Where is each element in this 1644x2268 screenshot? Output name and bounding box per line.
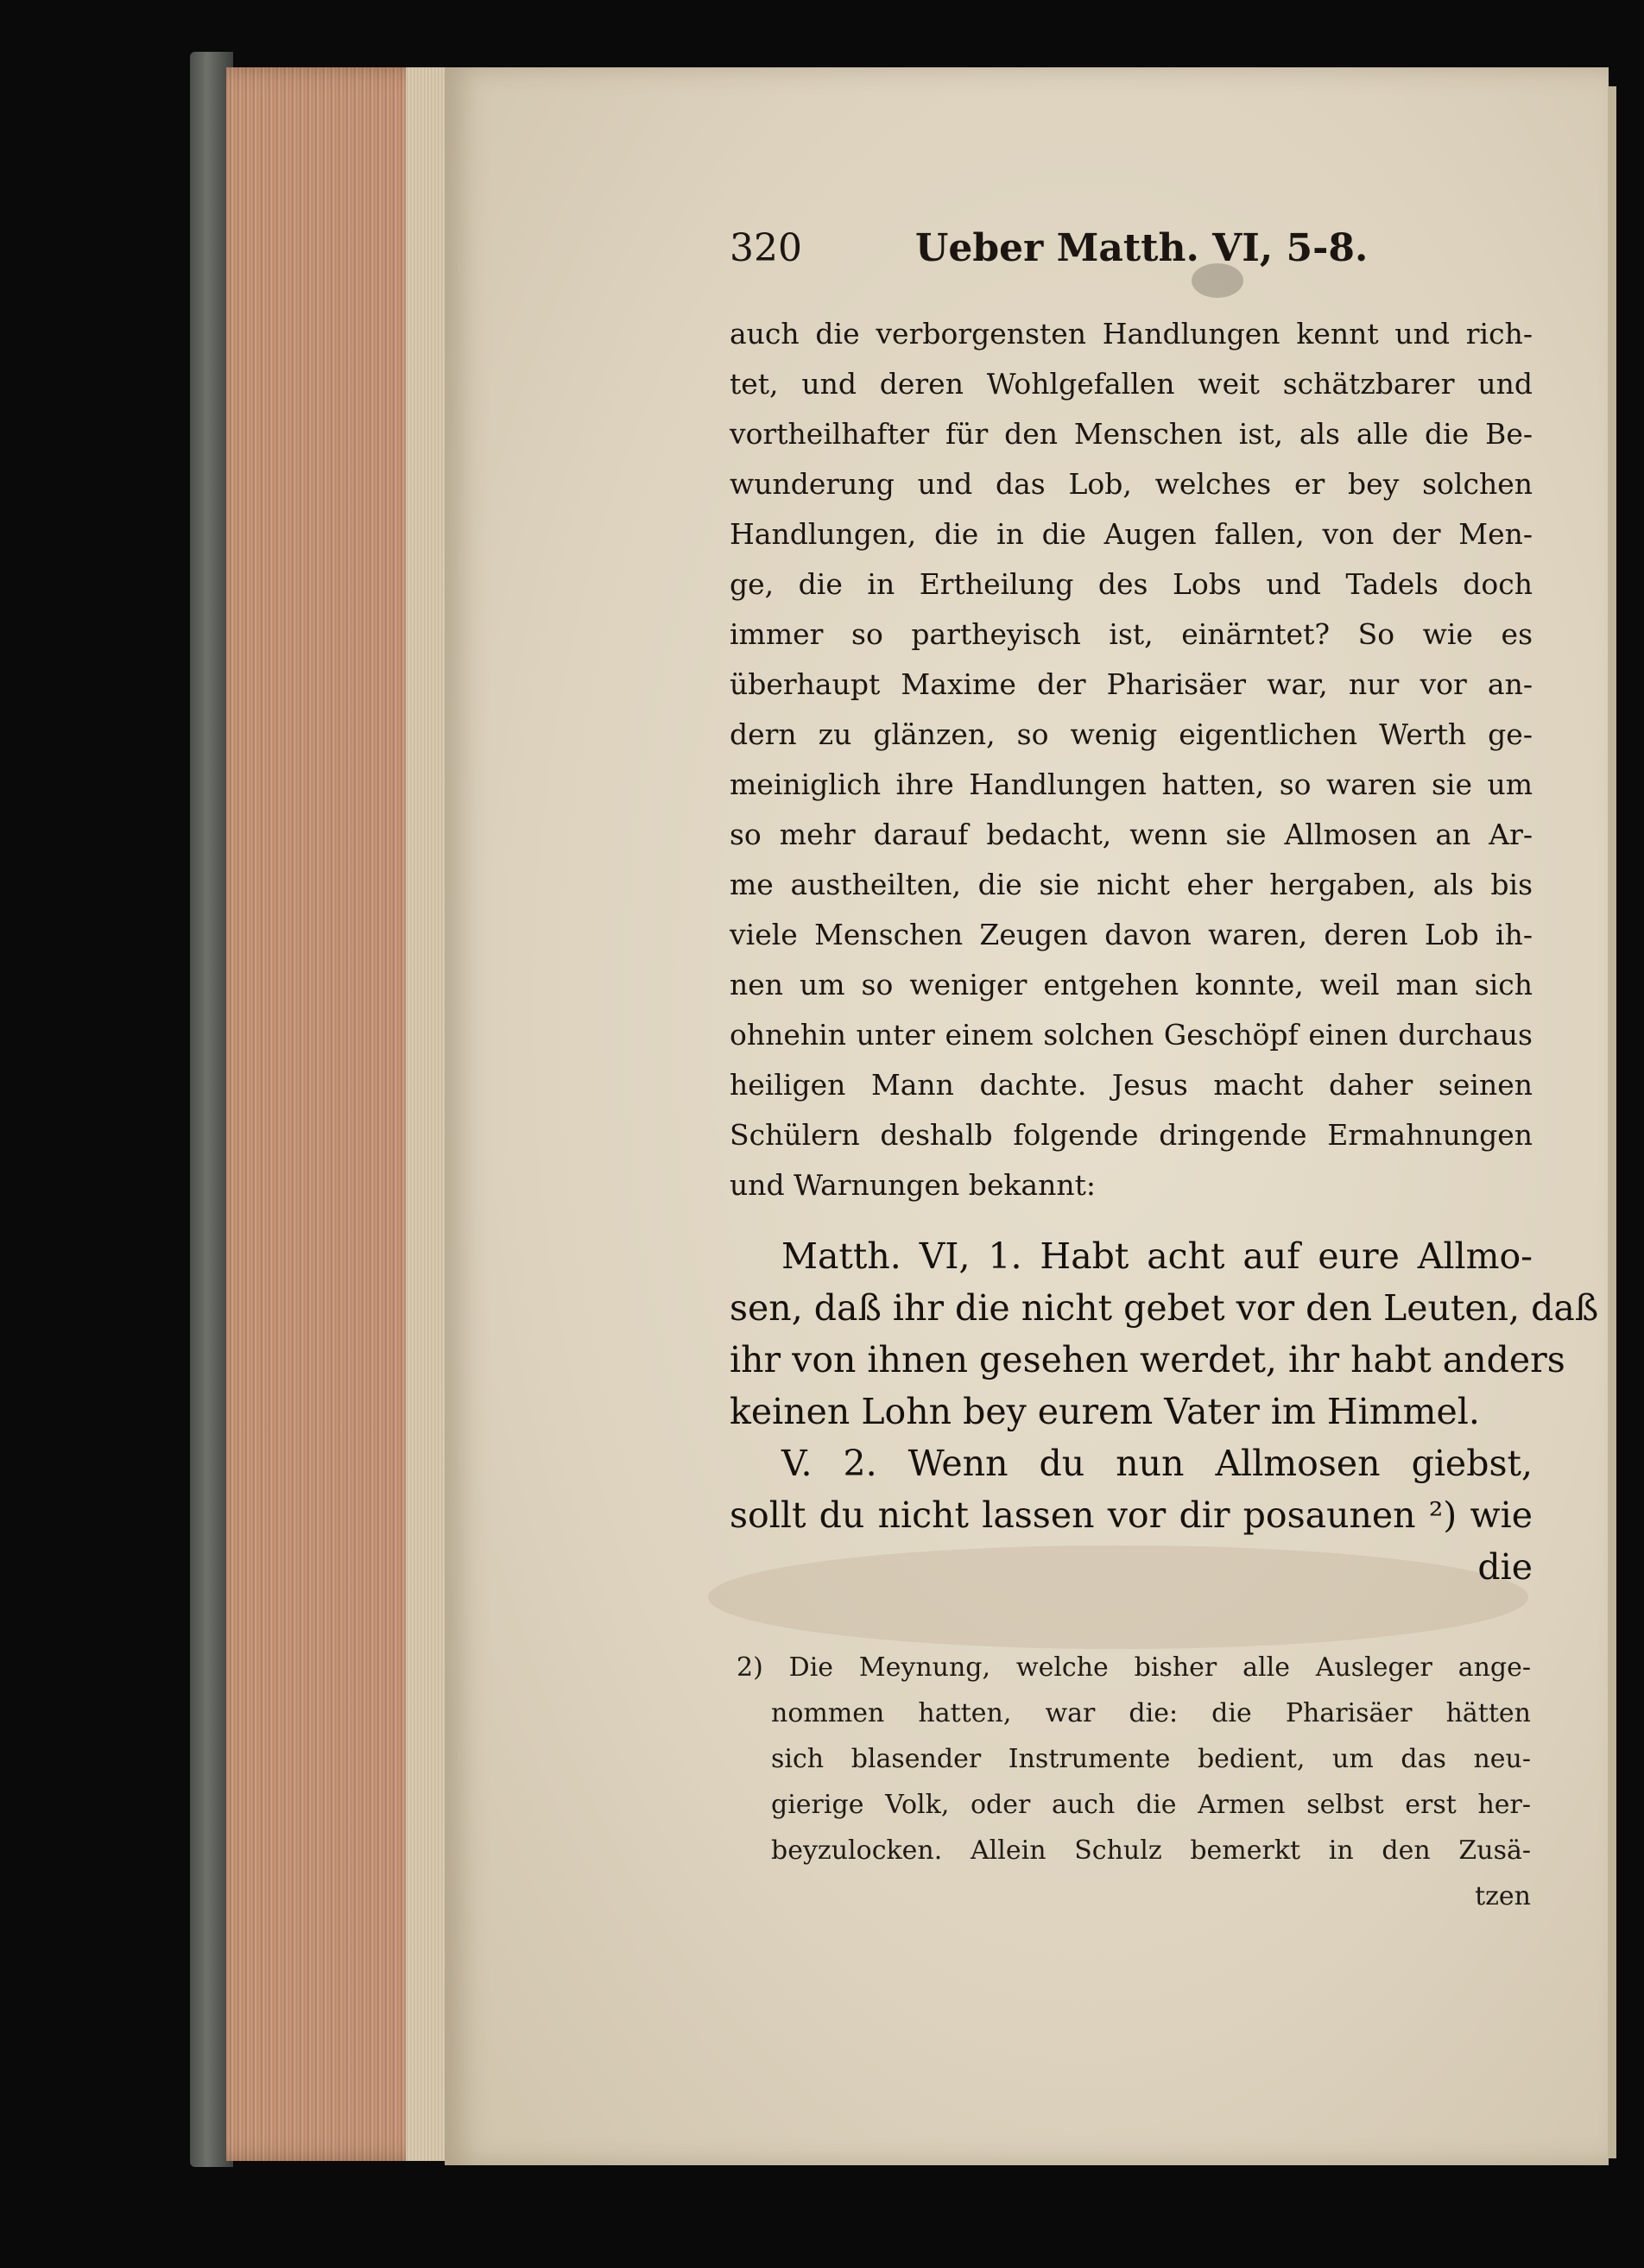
footnote-catchword: tzen (1475, 1881, 1531, 1911)
body-line: ge, die in Ertheilung des Lobs und Tadels doch (730, 567, 1533, 601)
running-header (730, 226, 1369, 278)
body-line: meiniglich ihre Handlungen hatten, so waren sie um (730, 768, 1533, 801)
footnote-line: sich blasender Instrumente bedient, um das neu- (771, 1744, 1531, 1774)
bible-quotation (730, 1230, 1599, 1593)
body-line: auch die verborgensten Handlungen kennt und rich- (730, 317, 1533, 351)
running-title: Ueber Matth. VI, 5-8. (915, 226, 1369, 270)
body-line: heiligen Mann dachte. Jesus macht daher seinen (730, 1068, 1533, 1102)
body-line: wunderung und das Lob, welches er bey solchen (730, 467, 1533, 501)
body-line: Schülern deshalb folgende dringende Ermahnungen (730, 1118, 1533, 1152)
body-line: viele Menschen Zeugen davon waren, deren Lob ih- (730, 918, 1533, 951)
footnote (737, 1645, 1531, 1919)
bible-line: V. 2. Wenn du nun Allmosen giebst, (781, 1443, 1533, 1484)
bible-line: Matth. VI, 1. Habt acht auf eure Allmo- (781, 1235, 1533, 1277)
body-line: vortheilhafter für den Menschen ist, als alle die Be- (730, 417, 1533, 451)
footnote-line: nommen hatten, war die: die Pharisäer hätten (771, 1698, 1531, 1728)
body-line: immer so partheyisch ist, einärntet? So wie es (730, 617, 1533, 651)
body-line: tet, und deren Wohlgefallen weit schätzbarer und (730, 367, 1533, 401)
catchword: die (1477, 1546, 1533, 1588)
page-block-inner-edges (406, 67, 449, 2161)
body-line: nen um so weniger entgehen konnte, weil man sich (730, 968, 1533, 1001)
body-line: dern zu glänzen, so wenig eigentlichen Werth ge- (730, 717, 1533, 751)
body-line: so mehr darauf bedacht, wenn sie Allmosen an Ar- (730, 818, 1533, 851)
body-paragraph (730, 309, 1533, 1210)
bible-line: ihr von ihnen gesehen werdet, ihr habt anders (730, 1339, 1565, 1380)
footnote-line: beyzulocken. Allein Schulz bemerkt in den Zusä- (771, 1835, 1531, 1866)
page-number: 320 (730, 226, 802, 270)
body-line: ohnehin unter einem solchen Geschöpf einen durchaus (730, 1018, 1533, 1052)
footnote-line: 2) Die Meynung, welche bisher alle Ausleger ange- (737, 1652, 1531, 1683)
bible-line: sollt du nicht lassen vor dir posaunen ²) wie (730, 1494, 1533, 1536)
body-line: überhaupt Maxime der Pharisäer war, nur vor an- (730, 667, 1533, 701)
body-line: und Warnungen bekannt: (730, 1168, 1096, 1202)
page-right-edge (1608, 86, 1616, 2158)
body-line: Handlungen, die in die Augen fallen, von der Men- (730, 517, 1533, 551)
footnote-line: gierige Volk, oder auch die Armen selbst erst her- (771, 1790, 1531, 1820)
bible-line: keinen Lohn bey eurem Vater im Himmel. (730, 1391, 1480, 1432)
bible-line: sen, daß ihr die nicht gebet vor den Leuten, daß (730, 1287, 1599, 1329)
body-line: me austheilten, die sie nicht eher hergaben, als bis (730, 868, 1533, 901)
